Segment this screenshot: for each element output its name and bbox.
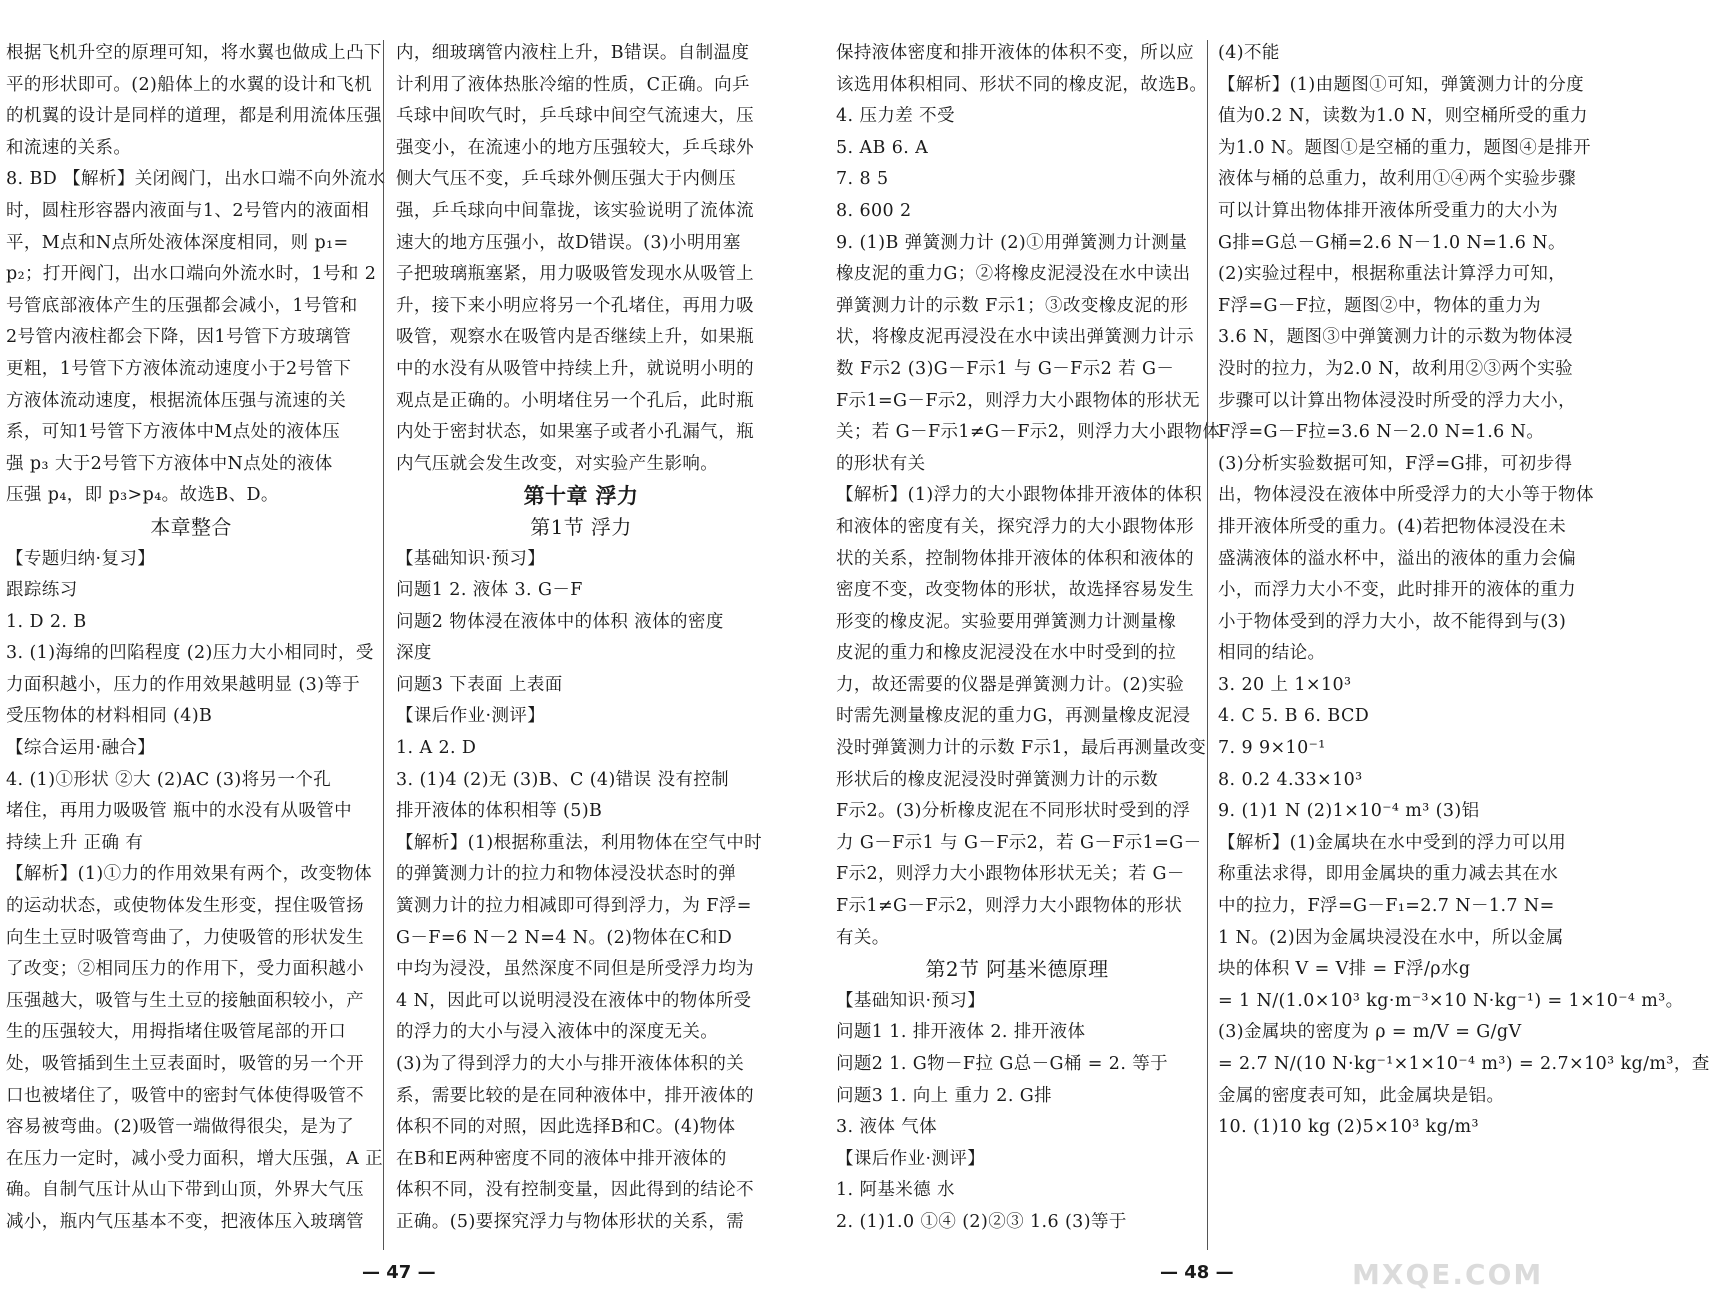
text-line: 弹簧测力计的示数 F示1；③改变橡皮泥的形 xyxy=(836,295,1189,316)
text-line: (3)为了得到浮力的大小与排开液体体积的关 xyxy=(396,1054,745,1074)
text-line: 系，需要比较的是在同种液体中，排开液体的 xyxy=(396,1085,754,1106)
text-line: 强，乒乓球向中间靠拢，该实验说明了流体流 xyxy=(396,200,754,221)
text-line: 侧大气压不变，乒乓球外侧压强大于内侧压 xyxy=(396,169,737,190)
text-line: 时需先测量橡皮泥的重力G，再测量橡皮泥浸 xyxy=(836,706,1191,727)
page-number-left: — 47 — xyxy=(362,1262,436,1283)
text-line: (4)不能 xyxy=(1218,43,1280,63)
text-line: 为1.0 N。题图①是空桶的重力，题图④是排开 xyxy=(1218,137,1591,158)
text-line: 在压力一定时，减小受力面积，增大压强，A 正 xyxy=(6,1148,383,1169)
text-line: 中的水没有从吸管中持续上升，就说明小明的 xyxy=(396,358,754,379)
text-line: 【基础知识·预习】 xyxy=(836,990,986,1011)
text-line: 号管底部液体产生的压强都会减小，1号管和 xyxy=(6,295,358,316)
text-line: 的机翼的设计是同样的道理，都是利用流体压强 xyxy=(6,106,382,127)
text-line: 的浮力的大小与浸入液体中的深度无关。 xyxy=(396,1022,719,1043)
text-line: 块的体积 V = V排 = F浮/ρ水g xyxy=(1218,959,1471,980)
column-4 xyxy=(1218,38,1710,1144)
text-line: 确。自制气压计从山下带到山顶，外界大气压 xyxy=(6,1180,364,1201)
text-line: 状的关系，控制物体排开液体的体积和液体的 xyxy=(836,548,1194,569)
text-line: 盛满液体的溢水杯中，溢出的液体的重力会偏 xyxy=(1218,548,1576,569)
text-line: 2号管内液柱都会下降，因1号管下方玻璃管 xyxy=(6,327,352,348)
text-line: 内气压就会发生改变，对实验产生影响。 xyxy=(396,453,719,474)
text-line: 体积不同的对照，因此选择B和C。(4)物体 xyxy=(396,1117,736,1138)
text-line: 步骤可以计算出物体浸没时所受的浮力大小， xyxy=(1218,390,1576,411)
text-line: 1 N。(2)因为金属块浸没在水中，所以金属 xyxy=(1218,927,1564,948)
text-line: 减小，瓶内气压基本不变，把液体压入玻璃管 xyxy=(6,1211,364,1232)
text-line: = 1 N/(1.0×10³ kg·m⁻³×10 N·kg⁻¹) = 1×10⁻⁴ m³。 xyxy=(1218,990,1684,1011)
column-3 xyxy=(836,38,1221,1239)
text-line: F示1=G－F示2，则浮力大小跟物体的形状无 xyxy=(836,390,1200,411)
text-line: 金属的密度表可知，此金属块是铝。 xyxy=(1218,1085,1505,1106)
text-line: 体积不同，没有控制变量，因此得到的结论不 xyxy=(396,1180,754,1201)
text-line: 吸管，观察水在吸管内是否继续上升，如果瓶 xyxy=(396,327,754,348)
text-line: 力面积越小，压力的作用效果越明显 (3)等于 xyxy=(6,674,361,695)
column-2 xyxy=(396,38,766,1239)
text-line: 堵住，再用力吸吸管 瓶中的水没有从吸管中 xyxy=(6,801,353,822)
text-line: 平，M点和N点所处液体深度相同，则 p₁= xyxy=(6,232,349,253)
text-line: 4 N，因此可以说明浸没在液体中的物体所受 xyxy=(396,990,752,1011)
text-line: 9. (1)1 N (2)1×10⁻⁴ m³ (3)铝 xyxy=(1218,801,1480,822)
text-line: 的弹簧测力计的拉力和物体浸没状态时的弹 xyxy=(396,864,737,885)
text-line: 了改变；②相同压力的作用下，受力面积越小 xyxy=(6,959,364,980)
text-line: 排开液体所受的重力。(4)若把物体浸没在未 xyxy=(1218,516,1567,537)
text-line: 小，而浮力大小不变，此时排开的液体的重力 xyxy=(1218,580,1576,601)
text-line: 1. D 2. B xyxy=(6,611,87,632)
text-line: 【解析】(1)浮力的大小跟物体排开液体的体积 xyxy=(836,485,1203,506)
text-line: F示1≠G－F示2，则浮力大小跟物体的形状 xyxy=(836,896,1183,917)
text-line: 3. 20 上 1×10³ xyxy=(1218,674,1352,695)
text-line: (2)实验过程中，根据称重法计算浮力可知， xyxy=(1218,264,1567,285)
watermark-text: MXQE.COM xyxy=(1352,1258,1544,1291)
text-line: 生的压强较大，用拇指堵住吸管尾部的开口 xyxy=(6,1022,347,1043)
text-line: 时，圆柱形容器内液面与1、2号管内的液面相 xyxy=(6,200,370,221)
text-line: = 2.7 N/(10 N·kg⁻¹×1×10⁻⁴ m³) = 2.7×10³ kg/m³，查 xyxy=(1218,1054,1710,1074)
text-line: 受压物体的材料相同 (4)B xyxy=(6,706,213,727)
text-line: 称重法求得，即用金属块的重力减去其在水 xyxy=(1218,864,1559,885)
text-line: 内处于密封状态，如果塞子或者小孔漏气，瓶 xyxy=(396,422,754,443)
section-heading: 第1节 浮力 xyxy=(530,514,632,539)
column-1 xyxy=(6,38,386,1239)
text-line: 形变的橡皮泥。实验要用弹簧测力计测量橡 xyxy=(836,611,1177,632)
text-line: (3)金属块的密度为 ρ = m/V = G/gV xyxy=(1218,1022,1522,1043)
text-line: 问题1 1. 排开液体 2. 排开液体 xyxy=(836,1022,1086,1043)
text-line: 有关。 xyxy=(836,927,890,948)
text-line: F浮=G－F拉，题图②中，物体的重力为 xyxy=(1218,295,1542,316)
text-line: 压强 p₄，即 p₃>p₄。故选B、D。 xyxy=(6,485,279,506)
text-line: 1. 阿基米德 水 xyxy=(836,1180,955,1201)
text-line: 容易被弯曲。(2)吸管一端做得很尖，是为了 xyxy=(6,1117,355,1138)
text-line: 中的拉力，F浮=G－F₁=2.7 N－1.7 N= xyxy=(1218,896,1555,917)
section-heading: 第2节 阿基米德原理 xyxy=(925,957,1109,982)
text-line: 7. 9 9×10⁻¹ xyxy=(1218,738,1326,759)
text-line: 观点是正确的。小明堵住另一个孔后，此时瓶 xyxy=(396,390,754,411)
text-line: 力，故还需要的仪器是弹簧测力计。(2)实验 xyxy=(836,674,1185,695)
text-line: 平的形状即可。(2)船体上的水翼的设计和飞机 xyxy=(6,74,373,95)
text-line: 密度不变，改变物体的形状，故选择容易发生 xyxy=(836,580,1194,601)
text-line: 可以计算出物体排开液体所受重力的大小为 xyxy=(1218,200,1559,221)
text-line: F浮=G－F拉=3.6 N－2.0 N=1.6 N。 xyxy=(1218,422,1545,443)
text-line: 皮泥的重力和橡皮泥浸没在水中时受到的拉 xyxy=(836,643,1177,664)
text-line: 9. (1)B 弹簧测力计 (2)①用弹簧测力计测量 xyxy=(836,232,1188,253)
text-line: 力 G－F示1 与 G－F示2，若 G－F示1=G－ xyxy=(836,832,1202,853)
text-line: 问题2 物体浸在液体中的体积 液体的密度 xyxy=(396,611,724,632)
text-line: 口也被堵住了，吸管中的密封气体使得吸管不 xyxy=(6,1085,364,1106)
text-line: 正确。(5)要探究浮力与物体形状的关系，需 xyxy=(396,1211,745,1232)
text-line: 【基础知识·预习】 xyxy=(396,548,546,569)
text-line: 形状后的橡皮泥浸没时弹簧测力计的示数 xyxy=(836,769,1159,790)
text-line: 数 F示2 (3)G－F示1 与 G－F示2 若 G－ xyxy=(836,358,1175,379)
text-line: (3)分析实验数据可知，F浮=G排，可初步得 xyxy=(1218,453,1573,474)
text-line: 问题3 1. 向上 重力 2. G排 xyxy=(836,1085,1053,1106)
text-line: 液体与桶的总重力，故利用①④两个实验步骤 xyxy=(1218,169,1576,190)
text-line: 【解析】(1)由题图①可知，弹簧测力计的分度 xyxy=(1218,74,1585,95)
text-line: 【解析】(1)①力的作用效果有两个，改变物体 xyxy=(6,864,373,885)
text-line: 橡皮泥的重力G；②将橡皮泥浸没在水中读出 xyxy=(836,264,1191,285)
text-line: 没时弹簧测力计的示数 F示1，最后再测量改变 xyxy=(836,738,1207,759)
text-line: 8. 600 2 xyxy=(836,200,912,221)
text-line: 速大的地方压强小，故D错误。(3)小明用塞 xyxy=(396,232,741,253)
text-line: 排开液体的体积相等 (5)B xyxy=(396,801,603,822)
text-line: 问题1 2. 液体 3. G－F xyxy=(396,580,583,601)
text-line: 没时的拉力，为2.0 N，故利用②③两个实验 xyxy=(1218,358,1574,379)
text-line: 3.6 N，题图③中弹簧测力计的示数为物体浸 xyxy=(1218,327,1574,348)
text-line: 深度 xyxy=(396,643,432,664)
text-line: 状，将橡皮泥再浸没在水中读出弹簧测力计示 xyxy=(836,327,1194,348)
text-line: 2. (1)1.0 ①④ (2)②③ 1.6 (3)等于 xyxy=(836,1211,1127,1232)
text-line: 【专题归纳·复习】 xyxy=(6,548,156,569)
text-line: 3. (1)海绵的凹陷程度 (2)压力大小相同时，受 xyxy=(6,643,374,664)
text-line: 3. (1)4 (2)无 (3)B、C (4)错误 没有控制 xyxy=(396,769,730,790)
text-line: 乓球中间吹气时，乒乓球中间空气流速大，压 xyxy=(396,106,754,127)
text-line: 问题3 下表面 上表面 xyxy=(396,674,563,695)
page-number-right: — 48 — xyxy=(1160,1262,1234,1283)
watermark-logo xyxy=(1352,1213,1582,1291)
text-line: 的运动状态，或使物体发生形变，捏住吸管扬 xyxy=(6,896,364,917)
text-line: 8. BD 【解析】关闭阀门，出水口端不向外流水 xyxy=(6,169,386,190)
text-line: F示2，则浮力大小跟物体形状无关；若 G－ xyxy=(836,864,1185,885)
text-line: 强 p₃ 大于2号管下方液体中N点处的液体 xyxy=(6,453,333,474)
text-line: 【课后作业·测评】 xyxy=(396,706,546,727)
text-line: 5. AB 6. A xyxy=(836,137,929,158)
text-line: 小于物体受到的浮力大小，故不能得到与(3) xyxy=(1218,611,1567,632)
text-line: 保持液体密度和排开液体的体积不变，所以应 xyxy=(836,43,1194,63)
text-line: 【解析】(1)根据称重法，利用物体在空气中时 xyxy=(396,832,763,853)
text-line: 在B和E两种密度不同的液体中排开液体的 xyxy=(396,1148,727,1169)
text-line: 升，接下来小明应将另一个孔堵住，再用力吸 xyxy=(396,295,754,316)
text-line: 3. 液体 气体 xyxy=(836,1117,938,1138)
text-line: 7. 8 5 xyxy=(836,169,889,190)
text-line: G－F=6 N－2 N=4 N。(2)物体在C和D xyxy=(396,927,733,948)
text-line: 4. (1)①形状 ②大 (2)AC (3)将另一个孔 xyxy=(6,769,332,790)
text-line: 问题2 1. G物－F拉 G总－G桶 = 2. 等于 xyxy=(836,1054,1169,1074)
text-line: 出，物体浸没在液体中所受浮力的大小等于物体 xyxy=(1218,485,1594,506)
text-line: 系，可知1号管下方液体中M点处的液体压 xyxy=(6,422,341,443)
text-line: 持续上升 正确 有 xyxy=(6,832,144,853)
text-line: 该选用体积相同、形状不同的橡皮泥，故选B。 xyxy=(836,74,1208,95)
text-line: 和流速的关系。 xyxy=(6,137,132,158)
column-divider xyxy=(1207,40,1208,1250)
text-line: p₂；打开阀门，出水口端向外流水时，1号和 2 xyxy=(6,264,377,285)
text-line: 10. (1)10 kg (2)5×10³ kg/m³ xyxy=(1218,1117,1479,1138)
text-line: 处，吸管插到生土豆表面时，吸管的另一个开 xyxy=(6,1054,364,1074)
text-line: 和液体的密度有关，探究浮力的大小跟物体形 xyxy=(836,516,1194,537)
text-line: 向生土豆时吸管弯曲了，力使吸管的形状发生 xyxy=(6,927,364,948)
section-heading: 第十章 浮力 xyxy=(523,483,639,509)
text-line: 1. A 2. D xyxy=(396,738,477,759)
text-line: 的形状有关 xyxy=(836,453,926,474)
text-line: 计利用了液体热胀冷缩的性质，C正确。向乒 xyxy=(396,74,750,95)
text-line: 【课后作业·测评】 xyxy=(836,1148,986,1169)
text-line: 4. 压力差 不受 xyxy=(836,106,955,127)
text-line: 子把玻璃瓶塞紧，用力吸吸管发现水从吸管上 xyxy=(396,264,754,285)
text-line: 中均为浸没，虽然深度不同但是所受浮力均为 xyxy=(396,959,754,980)
text-line: 压强越大，吸管与生土豆的接触面积较小，产 xyxy=(6,990,364,1011)
text-line: 【综合运用·融合】 xyxy=(6,738,156,759)
text-line: 关；若 G－F示1≠G－F示2，则浮力大小跟物体 xyxy=(836,422,1221,443)
text-line: 根据飞机升空的原理可知，将水翼也做成上凸下 xyxy=(6,43,382,63)
text-line: F示2。(3)分析橡皮泥在不同形状时受到的浮 xyxy=(836,801,1191,822)
section-heading: 本章整合 xyxy=(150,514,232,539)
text-line: 更粗，1号管下方液体流动速度小于2号管下 xyxy=(6,358,352,379)
text-line: 内，细玻璃管内液柱上升，B错误。自制温度 xyxy=(396,43,750,63)
text-line: 【解析】(1)金属块在水中受到的浮力可以用 xyxy=(1218,832,1567,853)
text-line: 值为0.2 N，读数为1.0 N，则空桶所受的重力 xyxy=(1218,106,1588,127)
text-line: 强变小，在流速小的地方压强较大，乒乓球外 xyxy=(396,137,754,158)
text-line: 8. 0.2 4.33×10³ xyxy=(1218,769,1363,790)
column-divider xyxy=(383,40,384,1250)
text-line: 簧测力计的拉力相减即可得到浮力，为 F浮= xyxy=(396,896,752,917)
text-line: 4. C 5. B 6. BCD xyxy=(1218,706,1370,727)
text-line: G排=G总－G桶=2.6 N－1.0 N=1.6 N。 xyxy=(1218,232,1566,253)
text-line: 方液体流动速度，根据流体压强与流速的关 xyxy=(6,390,347,411)
text-line: 相同的结论。 xyxy=(1218,643,1326,664)
text-line: 跟踪练习 xyxy=(6,580,78,601)
